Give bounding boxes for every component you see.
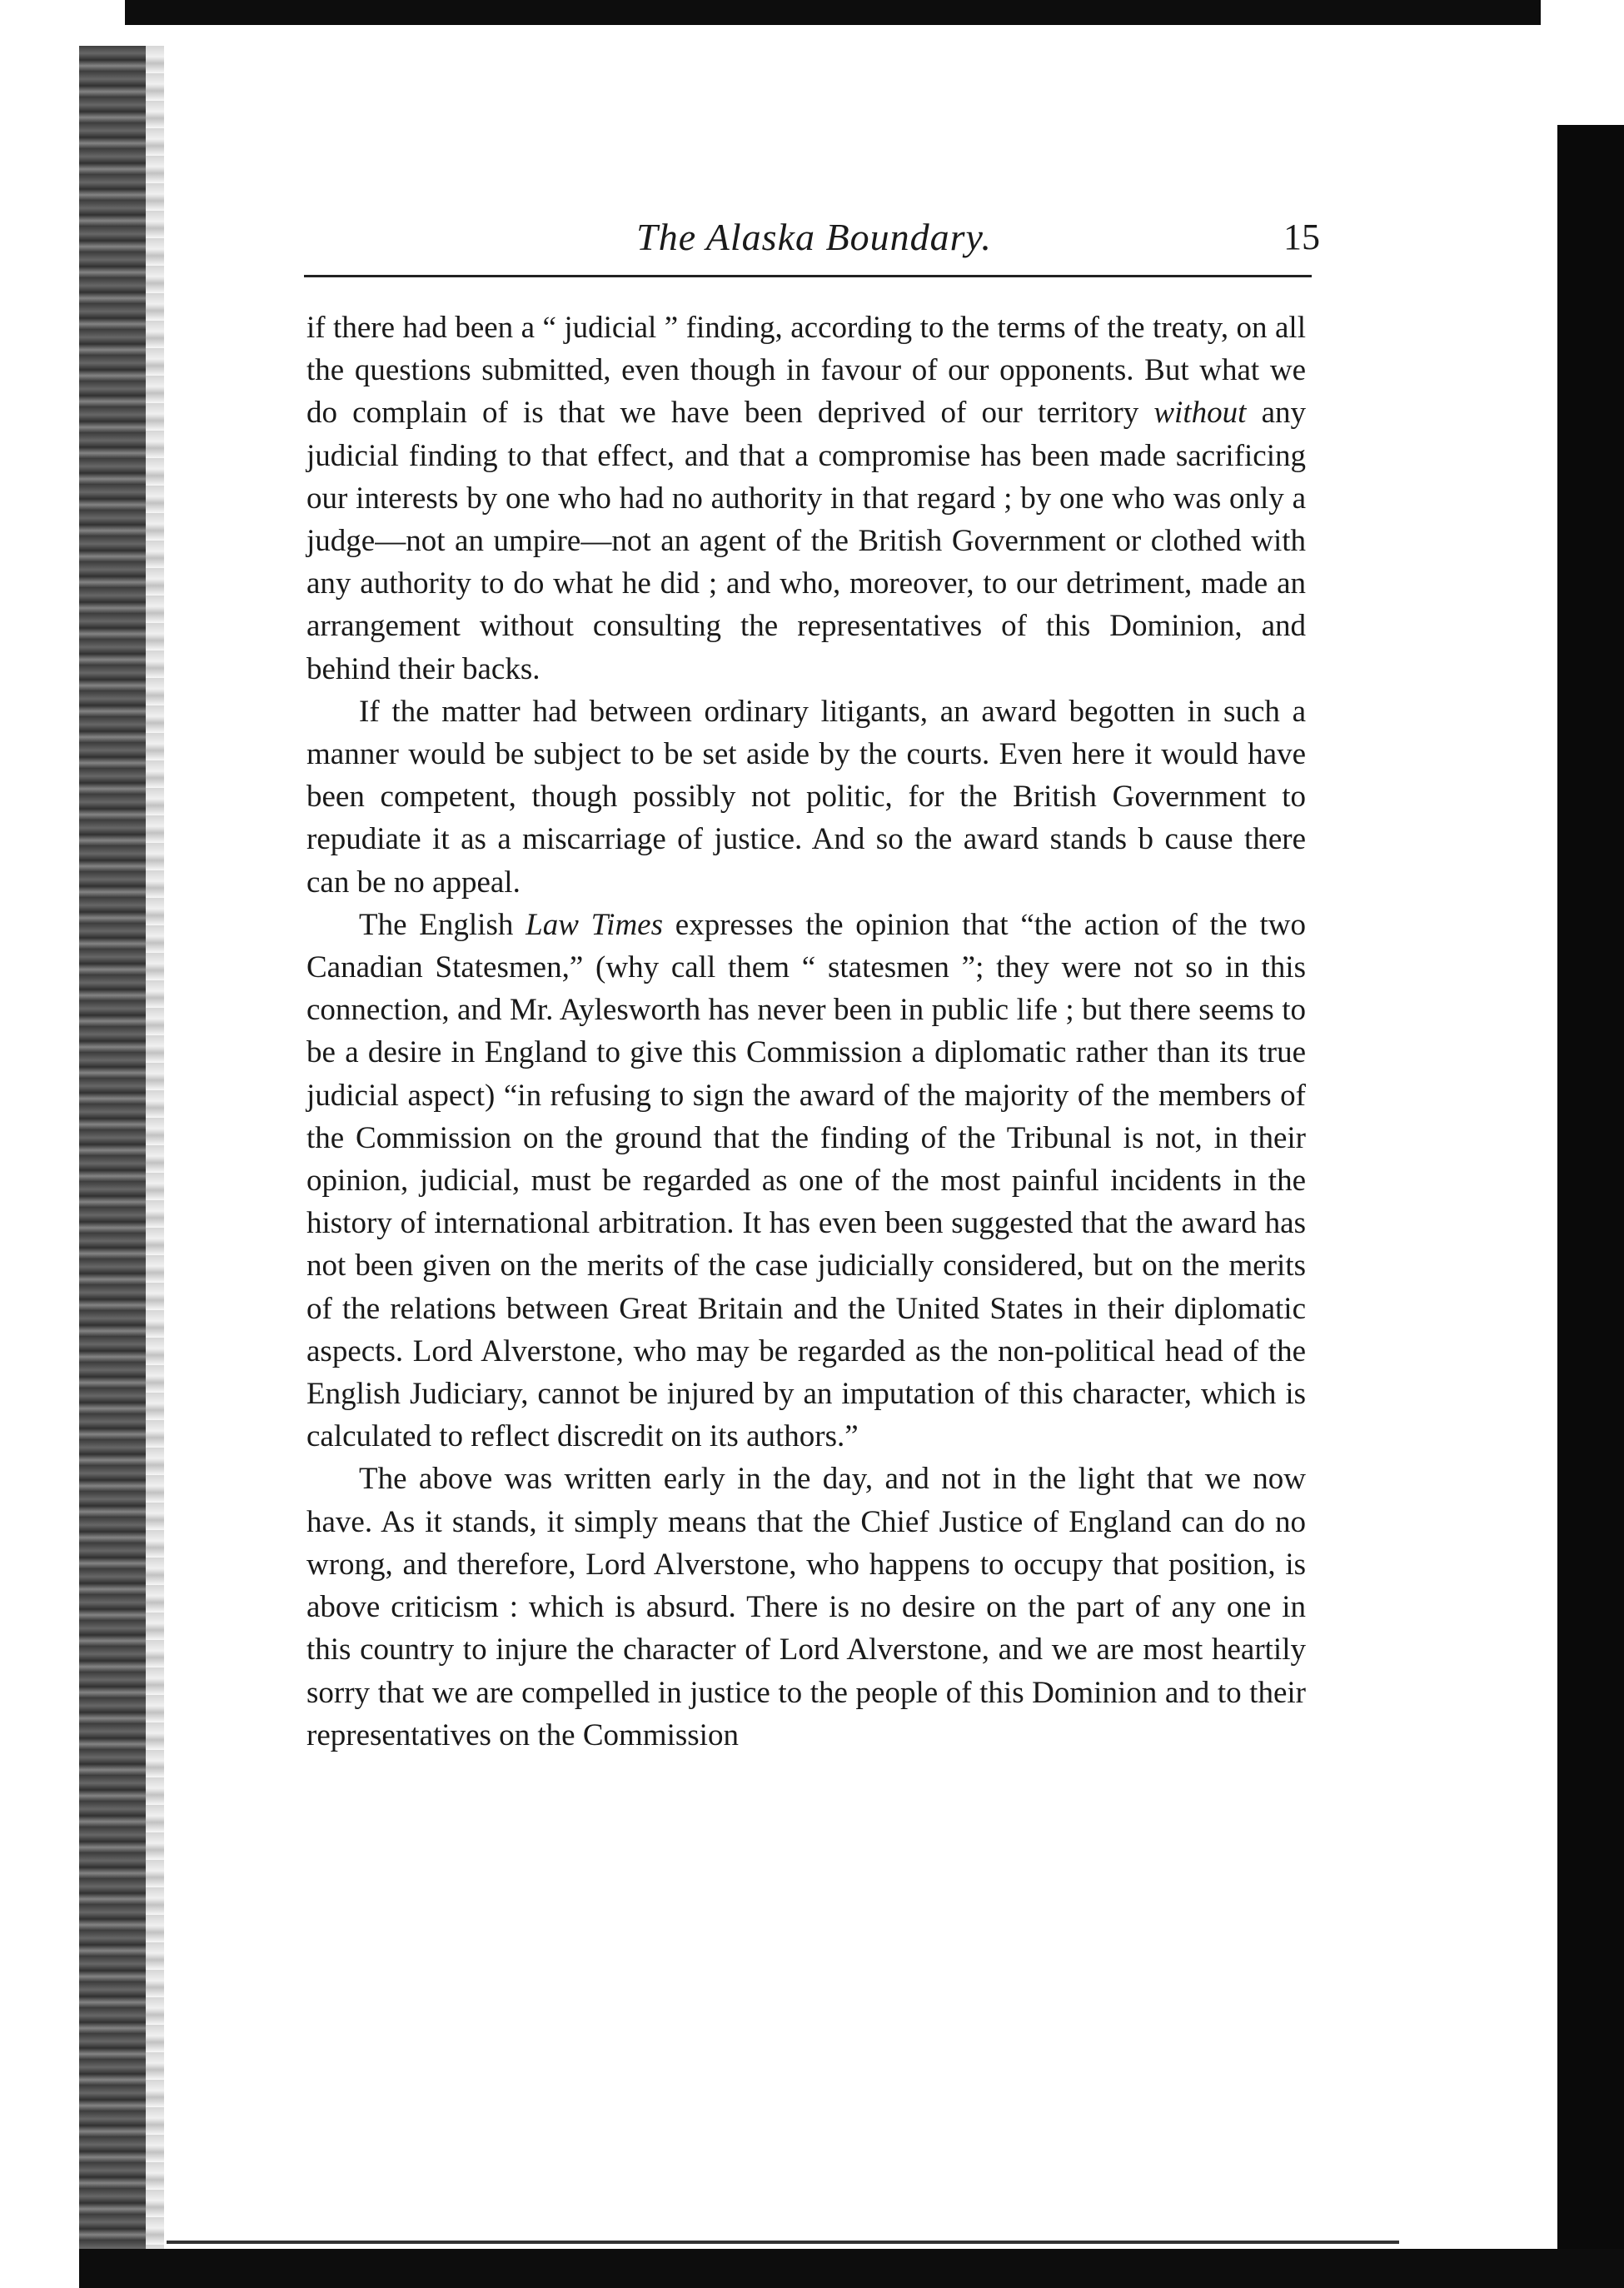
running-title: The Alaska Boundary. bbox=[636, 216, 992, 258]
page-number: 15 bbox=[1283, 217, 1320, 257]
scan-edge-left bbox=[79, 46, 146, 2288]
paragraph-3-text-b: expresses the opinion that “the action of the two Canadian Statesmen,” (why call them “ statesmen ”; they were not so in this connection, and Mr. Aylesworth has never been in public life ; but there seems to be a desire in England to give this Commission a diplomatic rather than its true judicial aspect) “in refusing to sign the award of the majority of the members of the Commission on the ground that the finding of the Tribunal is not, in their opinion, judicial, must be regarded as one of the most painful incidents in the history of international arbitration. It has even been suggested that the award has not been given on the merits of the case judicially considered, but on the merits of the relations between Great Britain and the United States in their diplomatic aspects. Lord Alverstone, who may be regarded as the non-political head of the English Judiciary, cannot be injured by an imputation of this character, which is calculated to reflect discredit on its authors.” bbox=[306, 907, 1306, 1454]
body-text bbox=[306, 307, 1306, 1757]
paragraph-3 bbox=[306, 904, 1306, 1458]
paragraph-4: The above was written early in the day, and not in the light that we now have. As it stands, it simply means that the Chief Justice of England can do no wrong, and therefore, Lord Alverstone, who happens to occupy that position, is above criticism : which is absurd. There is no desire on the part of any one in this country to injure the character of Lord Alverstone, and we are most heartily sorry that we are compelled in justice to the people of this Dominion and to their representatives on the Commission bbox=[306, 1462, 1306, 1752]
scan-edge-bottom bbox=[79, 2249, 1624, 2288]
scan-edge-left-shadow bbox=[146, 46, 164, 2288]
paragraph-2: If the matter had between ordinary litigants, an award begotten in such a manner would be subject to be set aside by the courts. Even here it would have been competent, though possibly not politic, for the British Government to repudiate it as a miscarriage of justice. And so the award stands b cause there can be no appeal. bbox=[306, 694, 1306, 900]
paragraph-3-publication-title: Law Times bbox=[526, 907, 664, 942]
scan-bottom-line bbox=[167, 2241, 1399, 2244]
paragraph-1-text-a: if there had been a “ judicial ” finding, according to the terms of the treaty, on all the questions submitted, even though in favour of our opponents. But what we do complain of is that we have been deprived of our territory bbox=[306, 311, 1306, 431]
paragraph-1-emphasis: without bbox=[1153, 396, 1247, 431]
paragraph-1-text-b: any judicial finding to that effect, and that a compromise has been made sacrificing our interests by one who had no authority in that regard ; by one who was only a judge—not an umpire—not an agent of the British Government or clothed with any authority to do what he did ; and who, moreover, to our detriment, made an arrangement without consulting the representatives of this Dominion, and behind their backs. bbox=[306, 396, 1306, 686]
paragraph-1 bbox=[306, 307, 1306, 690]
paragraph-3-text-a: The English bbox=[359, 907, 526, 942]
running-head bbox=[308, 212, 1320, 272]
header-rule bbox=[304, 275, 1312, 277]
scan-edge-right bbox=[1557, 125, 1624, 2249]
scan-edge-top bbox=[125, 0, 1541, 25]
